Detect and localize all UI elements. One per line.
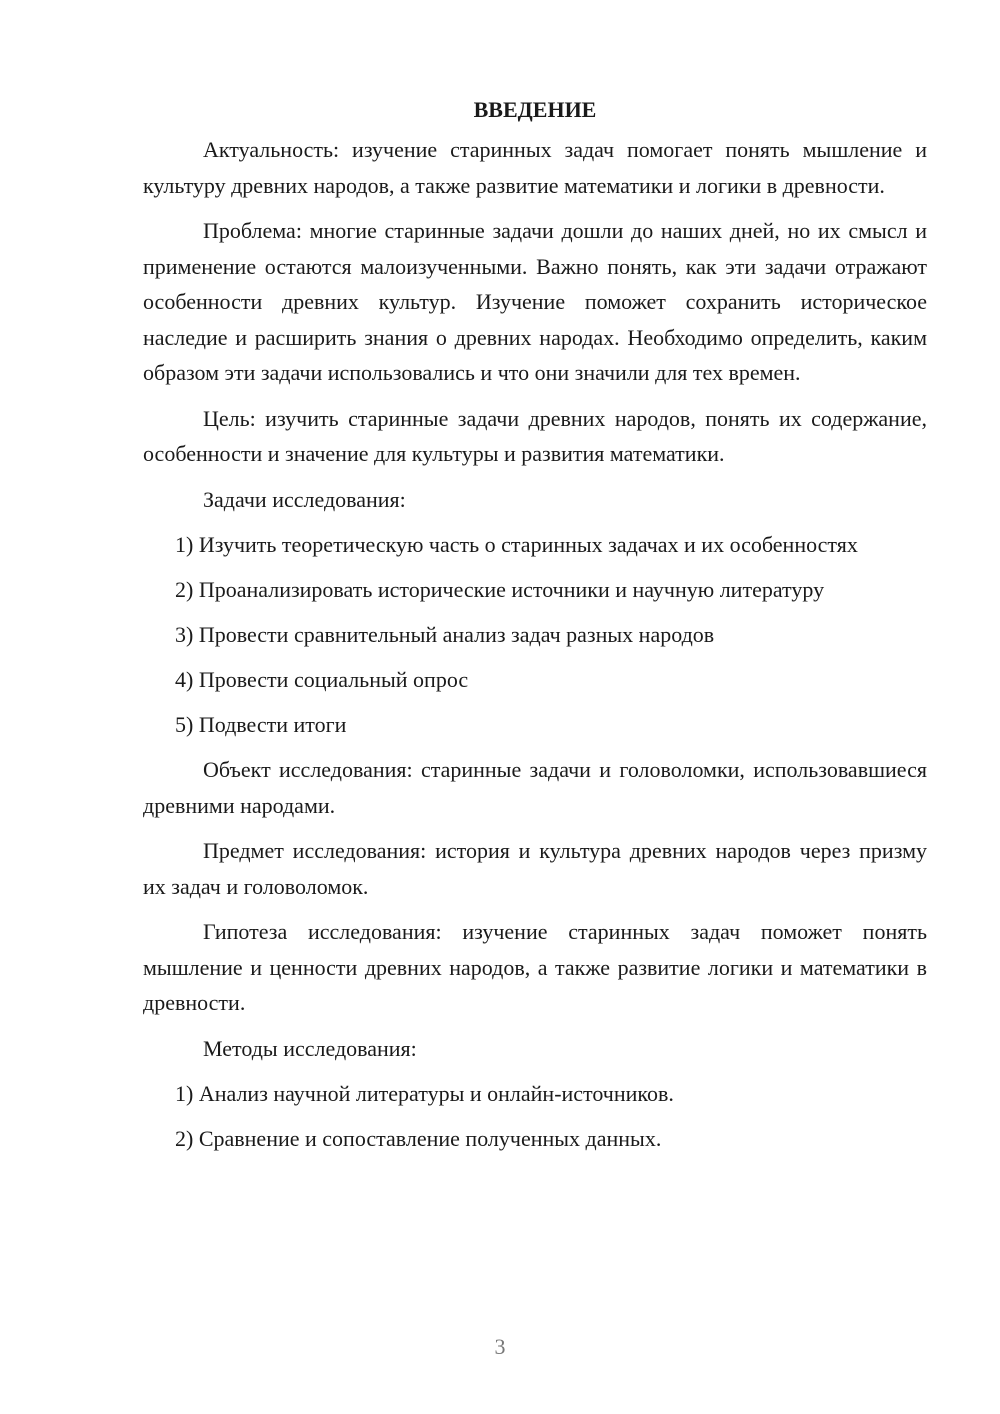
task-item: 2) Проанализировать исторические источники и научную литературу	[175, 577, 825, 602]
section-title: ВВЕДЕНИЕ	[473, 97, 597, 122]
task-item: 4) Провести социальный опрос	[175, 667, 469, 692]
task-item: 5) Подвести итоги	[175, 712, 347, 737]
methods-heading: Методы исследования:	[203, 1035, 417, 1061]
relevance-paragraph: Актуальность: изучение старинных задач помогает понять мышление и культуру древних народов, а также развитие математики и логики в древности.	[143, 137, 927, 198]
tasks-heading: Задачи исследования:	[203, 486, 406, 512]
subject-paragraph: Предмет исследования: история и культура древних народов через призму их задач и головоломок.	[143, 838, 927, 899]
object-paragraph: Объект исследования: старинные задачи и головоломки, использовавшиеся древними народами.	[143, 757, 927, 818]
goal-paragraph: Цель: изучить старинные задачи древних народов, понять их содержание, особенности и значение для культуры и развития математики.	[143, 405, 927, 466]
page-number: 3	[494, 1334, 506, 1359]
document-page	[143, 92, 927, 1166]
problem-paragraph: Проблема: многие старинные задачи дошли до наших дней, но их смысл и применение остаются малоизученными. Важно понять, как эти задачи отражают особенности древних культур. Изучение поможет сохранить историческое наследие и расширить знания о древних народах. Необходимо определить, каким образом эти задачи использовались и что они значили для тех времен.	[143, 218, 927, 385]
method-item: 1) Анализ научной литературы и онлайн-источников.	[175, 1081, 674, 1106]
hypothesis-paragraph: Гипотеза исследования: изучение старинных задач поможет понять мышление и ценности древних народов, а также развитие логики и математики в древности.	[143, 919, 927, 1015]
method-item: 2) Сравнение и сопоставление полученных данных.	[175, 1126, 662, 1151]
task-item: 1) Изучить теоретическую часть о старинных задачах и их особенностях	[175, 532, 858, 557]
task-item: 3) Провести сравнительный анализ задач разных народов	[175, 622, 715, 647]
